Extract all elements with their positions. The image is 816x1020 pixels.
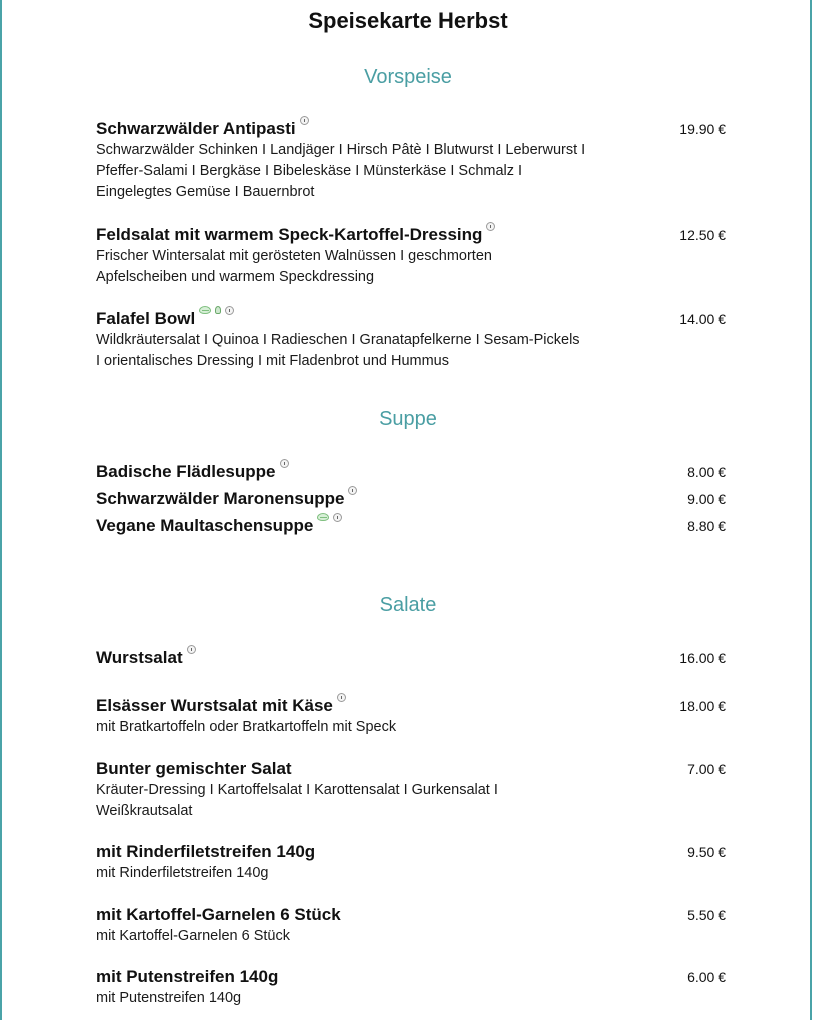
item-description: mit Bratkartoffeln oder Bratkartoffeln mit Speck <box>96 719 397 735</box>
item-name: Elsässer Wurstsalat mit Käse <box>96 696 333 715</box>
item-price: 12.50 € <box>679 227 726 243</box>
menu-item <box>96 224 726 288</box>
info-icon <box>337 693 346 702</box>
menu-item <box>96 966 726 1009</box>
item-price: 19.90 € <box>679 121 726 137</box>
item-name: Schwarzwälder Antipasti <box>96 119 296 138</box>
info-icon <box>333 513 342 522</box>
item-description: mit Putenstreifen 140g <box>96 990 242 1006</box>
item-name: Schwarzwälder Maronensuppe <box>96 489 345 508</box>
info-icon <box>280 459 289 468</box>
item-name: Vegane Maultaschensuppe <box>96 516 314 535</box>
menu-item <box>96 904 726 947</box>
info-icon <box>348 486 357 495</box>
item-price: 8.00 € <box>687 464 726 480</box>
item-name: mit Putenstreifen 140g <box>96 967 279 986</box>
item-price: 18.00 € <box>679 698 726 714</box>
item-description: Schwarzwälder Schinken I Landjäger I Hirsch Pâtè I Blutwurst I Leberwurst I Pfeffer-Salami I Bergkäse I Bibeleskäse I Münsterkäse I Schmalz I Eingelegtes Gemüse I Bauernbrot <box>96 142 586 200</box>
section-title-salate: Salate <box>379 594 437 616</box>
item-price: 9.50 € <box>687 844 726 860</box>
section-title-suppe: Suppe <box>379 408 437 430</box>
menu-item <box>96 647 726 669</box>
menu-item <box>96 461 726 483</box>
menu-item <box>96 488 726 510</box>
item-description: mit Kartoffel-Garnelen 6 Stück <box>96 928 290 944</box>
vegan-leaf-icon <box>199 306 211 314</box>
item-price: 9.00 € <box>687 491 726 507</box>
item-price: 6.00 € <box>687 969 726 985</box>
item-name: mit Kartoffel-Garnelen 6 Stück <box>96 905 341 924</box>
item-name: Bunter gemischter Salat <box>96 759 292 778</box>
menu-item <box>96 695 726 738</box>
info-icon <box>300 116 309 125</box>
item-description: Wildkräutersalat I Quinoa I Radieschen I Granatapfelkerne I Sesam-Pickels I orientalisches Dressing I mit Fladenbrot und Hummus <box>96 332 580 369</box>
menu-item <box>96 118 726 203</box>
page-title: Speisekarte Herbst <box>308 8 508 33</box>
menu-item <box>96 758 726 822</box>
info-icon <box>225 306 234 315</box>
item-price: 5.50 € <box>687 907 726 923</box>
vegan-leaf-icon <box>317 513 329 521</box>
item-name: Wurstsalat <box>96 648 183 667</box>
item-price: 7.00 € <box>687 761 726 777</box>
item-description: Frischer Wintersalat mit gerösteten Walnüssen I geschmorten Apfelscheiben und warmem Speckdressing <box>96 248 492 285</box>
menu-item <box>96 515 726 537</box>
item-description: mit Rinderfiletstreifen 140g <box>96 865 269 881</box>
item-price: 14.00 € <box>679 311 726 327</box>
item-name: Feldsalat mit warmem Speck-Kartoffel-Dressing <box>96 225 483 244</box>
section-title-vorspeise: Vorspeise <box>364 66 452 88</box>
item-name: mit Rinderfiletstreifen 140g <box>96 842 316 861</box>
menu-item <box>96 308 726 372</box>
vegetarian-sprout-icon <box>215 306 221 314</box>
item-description: Kräuter-Dressing I Kartoffelsalat I Karottensalat I Gurkensalat I Weißkrautsalat <box>96 782 498 819</box>
info-icon <box>486 222 495 231</box>
item-price: 8.80 € <box>687 518 726 534</box>
menu-item <box>96 841 726 884</box>
item-price: 16.00 € <box>679 650 726 666</box>
info-icon <box>187 645 196 654</box>
item-name: Falafel Bowl <box>96 309 196 328</box>
item-name: Badische Flädlesuppe <box>96 462 276 481</box>
